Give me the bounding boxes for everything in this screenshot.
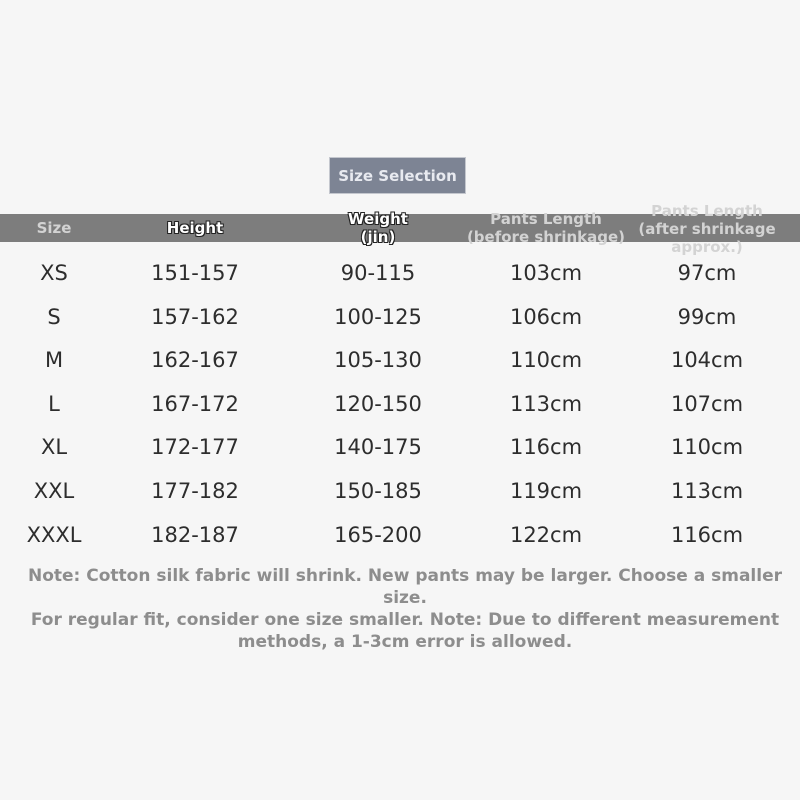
cell-height: 182-187 (151, 522, 239, 547)
cell-pants-after: 99cm (677, 304, 737, 329)
cell-height: 167-172 (151, 391, 239, 416)
header-pants-after-line1: Pants Length (651, 202, 763, 220)
cell-size: XL (40, 435, 68, 460)
cell-height: 162-167 (151, 348, 239, 373)
cell-height: 172-177 (151, 435, 239, 460)
table-row (0, 384, 800, 424)
header-pants-after-line2: (after shrinkage (638, 220, 776, 238)
cell-size: XXL (33, 479, 75, 503)
cell-weight: 140-175 (334, 435, 422, 460)
header-height (115, 203, 275, 253)
table-row (0, 253, 800, 293)
header-weight-line2: (jin) (360, 228, 396, 246)
cell-height: 157-162 (151, 304, 239, 329)
cell-pants-before: 116cm (509, 435, 583, 460)
cell-pants-before: 106cm (509, 304, 583, 329)
cell-weight: 120-150 (334, 391, 422, 416)
cell-size: XS (40, 261, 68, 285)
cell-pants-after: 107cm (670, 391, 744, 416)
cell-pants-before: 122cm (509, 522, 583, 547)
table-row (0, 340, 800, 380)
header-pants-before-line2: (before shrinkage) (466, 228, 626, 246)
note-line-3: methods, a 1-3cm error is allowed. (237, 632, 573, 652)
header-weight-line1: Weight (348, 210, 408, 228)
cell-weight: 100-125 (334, 304, 422, 329)
cell-size: M (44, 348, 64, 373)
size-selection-title: Size Selection (329, 157, 466, 194)
header-size (0, 203, 108, 253)
table-row (0, 471, 800, 511)
table-row (0, 297, 800, 337)
cell-pants-after: 110cm (670, 435, 744, 460)
cell-pants-after: 97cm (677, 261, 737, 285)
cell-pants-before: 113cm (509, 391, 583, 416)
cell-weight: 165-200 (334, 522, 422, 547)
cell-weight: 105-130 (334, 348, 422, 373)
header-pants-after-line3: approx.) (671, 238, 743, 256)
cell-pants-before: 103cm (509, 261, 583, 285)
cell-pants-after: 104cm (670, 348, 744, 373)
cell-height: 177-182 (151, 479, 239, 503)
header-weight (298, 203, 458, 253)
cell-size: L (48, 391, 60, 416)
table-row (0, 427, 800, 467)
header-pants-before-line1: Pants Length (490, 210, 602, 228)
cell-pants-before: 119cm (509, 479, 583, 503)
note-line-1: Note: Cotton silk fabric will shrink. New pants may be larger. Choose a smaller size. (27, 566, 782, 608)
cell-height: 151-157 (151, 261, 239, 285)
header-pants-before (460, 203, 632, 253)
cell-pants-after: 113cm (670, 479, 744, 503)
header-height-label: Height (166, 219, 224, 237)
cell-weight: 150-185 (334, 479, 422, 503)
table-row (0, 515, 800, 555)
cell-weight: 90-115 (340, 261, 416, 285)
cell-pants-before: 110cm (509, 348, 583, 373)
note-line-2: For regular fit, consider one size smaller. Note: Due to different measurement (30, 610, 780, 630)
cell-pants-after: 116cm (670, 522, 744, 547)
cell-size: XXXL (26, 522, 82, 547)
note-text (10, 565, 800, 653)
cell-size: S (47, 304, 61, 329)
header-size-label: Size (36, 219, 72, 237)
header-pants-after (628, 198, 786, 260)
